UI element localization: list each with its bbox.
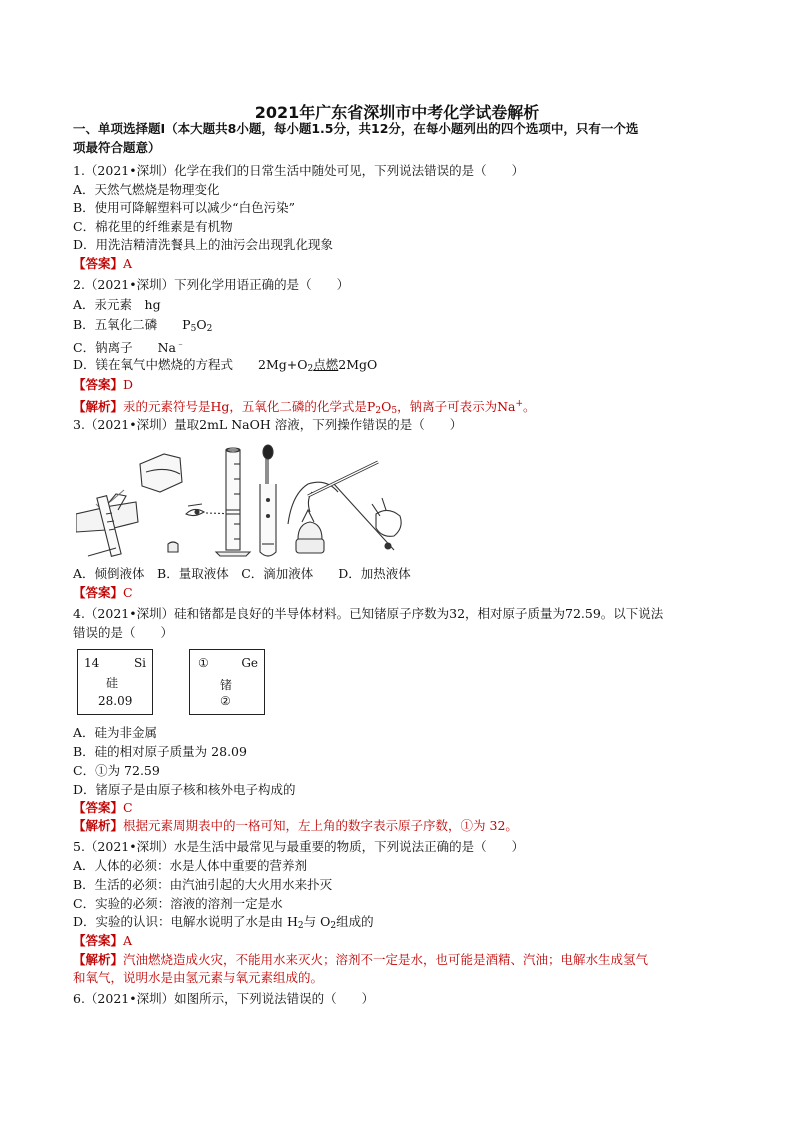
q5-option-c: C．实验的必须：溶液的溶剂一定是水 [73, 896, 283, 911]
si-atomic-number: 14 [84, 656, 100, 670]
ge-atomic-mass: ② [220, 694, 231, 708]
q5-option-a: A．人体的必须：水是人体中重要的营养剂 [73, 858, 308, 873]
q1-option-b: B．使用可降解塑料可以减少“白色污染” [73, 200, 295, 215]
section-heading-cont: 项最符合题意） [73, 140, 161, 155]
answer-value: A [123, 933, 133, 948]
pouring-liquid-illustration [76, 454, 182, 556]
q1-option-d: D．用洗洁精清洗餐具上的油污会出现乳化现象 [73, 237, 334, 252]
answer-tag: 【答案】 [73, 377, 124, 392]
q3-stem: 3.（2021•深圳）量取2mL NaOH 溶液，下列操作错误的是（ ） [73, 417, 463, 432]
q3-options: A．倾倒液体 B．量取液体 C．滴加液体 D．加热液体 [73, 566, 411, 581]
answer-value: C [123, 800, 133, 815]
q5-analysis: 【解析】汽油燃烧造成火灾，不能用水来灭火；溶剂不一定是水，也可能是酒精、汽油；电解水生成氢气 [73, 952, 649, 967]
page-title: 2021年广东省深圳市中考化学试卷解析 [254, 103, 540, 122]
q4-option-d: D．锗原子是由原子核和核外电子构成的 [73, 782, 296, 797]
answer-tag: 【答案】 [73, 800, 124, 815]
q2-option-b: B．五氧化二磷 $P_5O_2$ [73, 317, 213, 334]
ge-atomic-number: ① [198, 656, 209, 670]
q2-analysis: 【解析】汞的元素符号是Hg，五氧化二磷的化学式是$P_2O_5$，钠离子可表示为Na+。 [73, 399, 536, 416]
section-heading: 一、单项选择题Ⅰ（本大题共8小题，每小题1.5分，共12分，在每小题列出的四个选项中，只有一个选 [73, 121, 639, 136]
q5-option-b: B．生活的必须：由汽油引起的大火用水来扑灭 [73, 877, 333, 892]
q5-option-d: D．实验的认识：电解水说明了水是由 $H_2$与 $O_2$组成的 [73, 914, 374, 931]
si-symbol: Si [133, 656, 146, 670]
q1-stem: 1.（2021•深圳）化学在我们的日常生活中随处可见，下列说法错误的是（ ） [73, 163, 525, 178]
q5-analysis-cont: 和氧气，说明水是由氢元素与氧元素组成的。 [73, 970, 324, 985]
q4-stem-cont: 错误的是（ ） [73, 625, 174, 640]
lab-operations-figure [76, 444, 406, 564]
eye-reading-illustration [186, 448, 250, 556]
q1-option-a: A．天然气燃烧是物理变化 [73, 182, 220, 197]
analysis-tag: 【解析】 [73, 952, 124, 967]
answer-tag: 【答案】 [73, 585, 124, 600]
answer-value: D [123, 377, 134, 392]
heating-liquid-illustration [288, 462, 401, 553]
ge-name: 锗 [220, 678, 233, 692]
q2-option-d: D．镁在氧气中燃烧的方程式 $2Mg+O_2$点燃2MgO [73, 357, 378, 374]
si-name: 硅 [106, 676, 119, 690]
analysis-tag: 【解析】 [73, 818, 124, 833]
q4-analysis: 【解析】根据元素周期表中的一格可知，左上角的数字表示原子序数，①为 32。 [73, 818, 518, 833]
silicon-element-card [77, 649, 153, 715]
answer-value: A [123, 256, 133, 271]
ge-symbol: Ge [241, 656, 258, 670]
q4-option-a: A．硅为非金属 [73, 725, 158, 740]
q2-option-c: C．钠离子 Na﹣ [73, 340, 185, 355]
q2-answer [73, 376, 133, 394]
q4-stem: 4.（2021•深圳）硅和锗都是良好的半导体材料。已知锗原子序数为32，相对原子质量为72.59。以下说法 [73, 606, 664, 621]
q1-option-c: C．棉花里的纤维素是有机物 [73, 219, 233, 234]
q1-answer [73, 255, 132, 273]
answer-value: C [123, 585, 133, 600]
si-atomic-mass: 28.09 [98, 694, 133, 708]
q2-stem: 2.（2021•深圳）下列化学用语正确的是（ ） [73, 277, 350, 292]
q6-stem: 6.（2021•深圳）如图所示，下列说法错误的（ ） [73, 991, 375, 1006]
answer-tag: 【答案】 [73, 933, 124, 948]
bottle-stopper-icon [168, 542, 178, 552]
q5-stem: 5.（2021•深圳）水是生活中最常见与最重要的物质，下列说法正确的是（ ） [73, 839, 525, 854]
reaction-condition: 点燃 [313, 357, 339, 372]
answer-tag: 【答案】 [73, 256, 124, 271]
q4-option-c: C．①为 72.59 [73, 763, 160, 778]
q4-option-b: B．硅的相对原子质量为 28.09 [73, 744, 247, 759]
q3-answer [73, 584, 133, 602]
q5-answer [73, 932, 132, 950]
analysis-tag: 【解析】 [73, 399, 124, 414]
dropper-illustration [260, 445, 276, 556]
q2-option-a: A．汞元素 hg [73, 297, 161, 312]
q4-answer [73, 799, 133, 817]
germanium-element-card [189, 649, 265, 715]
